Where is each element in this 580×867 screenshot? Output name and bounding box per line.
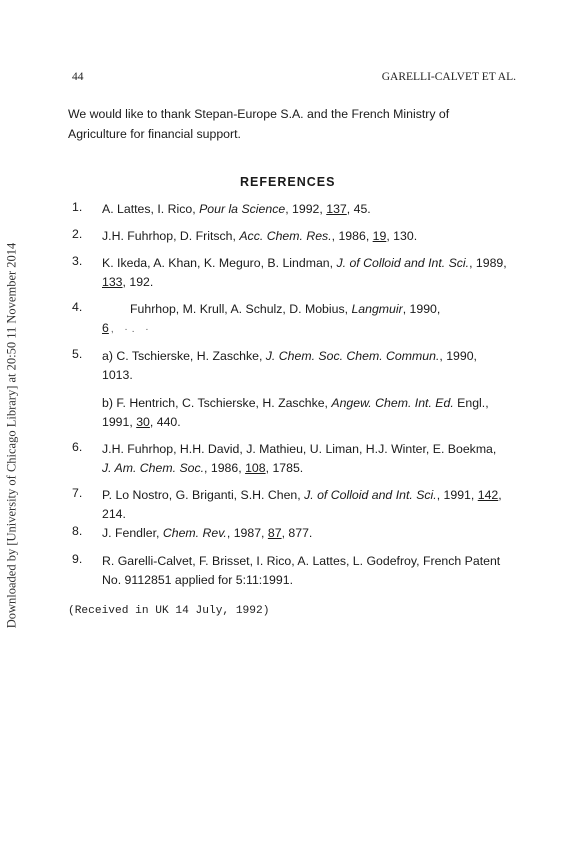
reference-authors: A. Lattes, I. Rico, [102,202,200,216]
reference-number: 3. [72,254,83,268]
reference-item [102,440,507,478]
reference-authors: J.H. Fuhrhop, H.H. David, J. Mathieu, U. Liman, H.J. Winter, E. Boekma, [102,442,497,456]
reference-number: 9. [72,552,83,566]
reference-item [102,347,507,385]
reference-year: , 1990, 1013. [102,349,477,382]
reference-item [102,300,510,339]
reference-pages: , 877. [281,526,313,540]
reference-authors: J.H. Fuhrhop, D. Fritsch, [102,229,240,243]
reference-journal: J. Chem. Soc. Chem. Commun. [265,349,440,363]
reference-pages: , 440. [149,415,181,429]
page-number: 44 [72,71,84,83]
reference-item [102,394,507,432]
reference-year: , 1986, [204,461,246,475]
reference-year: , 1987, [226,526,268,540]
reference-year: , 1986, [331,229,373,243]
reference-volume: 108 [245,461,266,475]
reference-number: 5. [72,347,83,361]
reference-volume: 137 [326,202,347,216]
reference-pages: , 1785. [265,461,304,475]
reference-journal: Chem. Rev. [162,526,227,540]
reference-item [102,254,507,292]
acknowledgement: We would like to thank Stepan-Europe S.A. and the French Ministry of Agriculture for financial support. [68,107,450,141]
reference-authors: Fuhrhop, M. Krull, A. Schulz, D. Mobius, [130,302,352,316]
reference-number: 7. [72,486,83,500]
reference-pages: , 192. [122,275,154,289]
page-header [72,71,516,83]
reference-journal: Angew. Chem. Int. Ed. [331,396,454,410]
reference-item [102,227,507,246]
reference-volume: 133 [102,275,123,289]
reference-volume: 30 [136,415,150,429]
reference-volume: 6 [102,321,109,335]
reference-authors: a) C. Tschierske, H. Zaschke, [102,349,266,363]
reference-year: , 1992, [285,202,327,216]
reference-pages: , 130. [386,229,418,243]
reference-authors: J. Fendler, [102,526,163,540]
reference-item [102,524,507,543]
reference-number: 2. [72,227,83,241]
reference-number: 4. [72,300,83,314]
reference-number: 6. [72,440,83,454]
reference-number: 8. [72,524,83,538]
reference-item [102,486,507,524]
reference-journal: J. of Colloid and Int. Sci. [336,256,470,270]
reference-volume: 142 [477,488,499,502]
reference-authors: P. Lo Nostro, G. Briganti, S.H. Chen, [102,488,305,502]
received-date: (Received in UK 14 July, 1992) [68,605,270,617]
running-title: GARELLI-CALVET ET AL. [381,71,516,83]
reference-journal: Pour la Science [199,202,286,216]
reference-item [102,200,507,219]
reference-number: 1. [72,200,83,214]
download-watermark-text: Downloaded by [University of Chicago Library] at 20:50 11 November 2014 [4,242,19,628]
reference-journal: Langmuir [351,302,403,316]
reference-volume: 19 [372,229,387,243]
reference-year: , 1991, [436,488,478,502]
reference-pages: , 214. [102,488,502,521]
download-watermark [2,215,22,655]
reference-year: , 1989, [469,256,507,270]
references-heading: REFERENCES [240,175,336,189]
reference-authors: R. Garelli-Calvet, F. Brisset, I. Rico, A. Lattes, L. Godefroy, French Patent No. 9112851 applied for 5:11:1991. [102,554,501,587]
reference-pages: , 45. [346,202,371,216]
reference-journal: J. of Colloid and Int. Sci. [304,488,437,502]
reference-continuation [102,319,510,339]
reference-journal: J. Am. Chem. Soc. [102,461,205,475]
reference-journal: Acc. Chem. Res. [239,229,332,243]
reference-item [102,552,507,590]
reference-authors: b) F. Hentrich, C. Tschierske, H. Zaschke, [102,396,332,410]
reference-pages: , ·. · [110,324,153,335]
reference-volume: 87 [267,526,282,540]
reference-authors: K. Ikeda, A. Khan, K. Meguro, B. Lindman, [102,256,337,270]
reference-year: , 1990, [402,302,441,316]
reference-year: Engl., 1991, [102,396,489,429]
